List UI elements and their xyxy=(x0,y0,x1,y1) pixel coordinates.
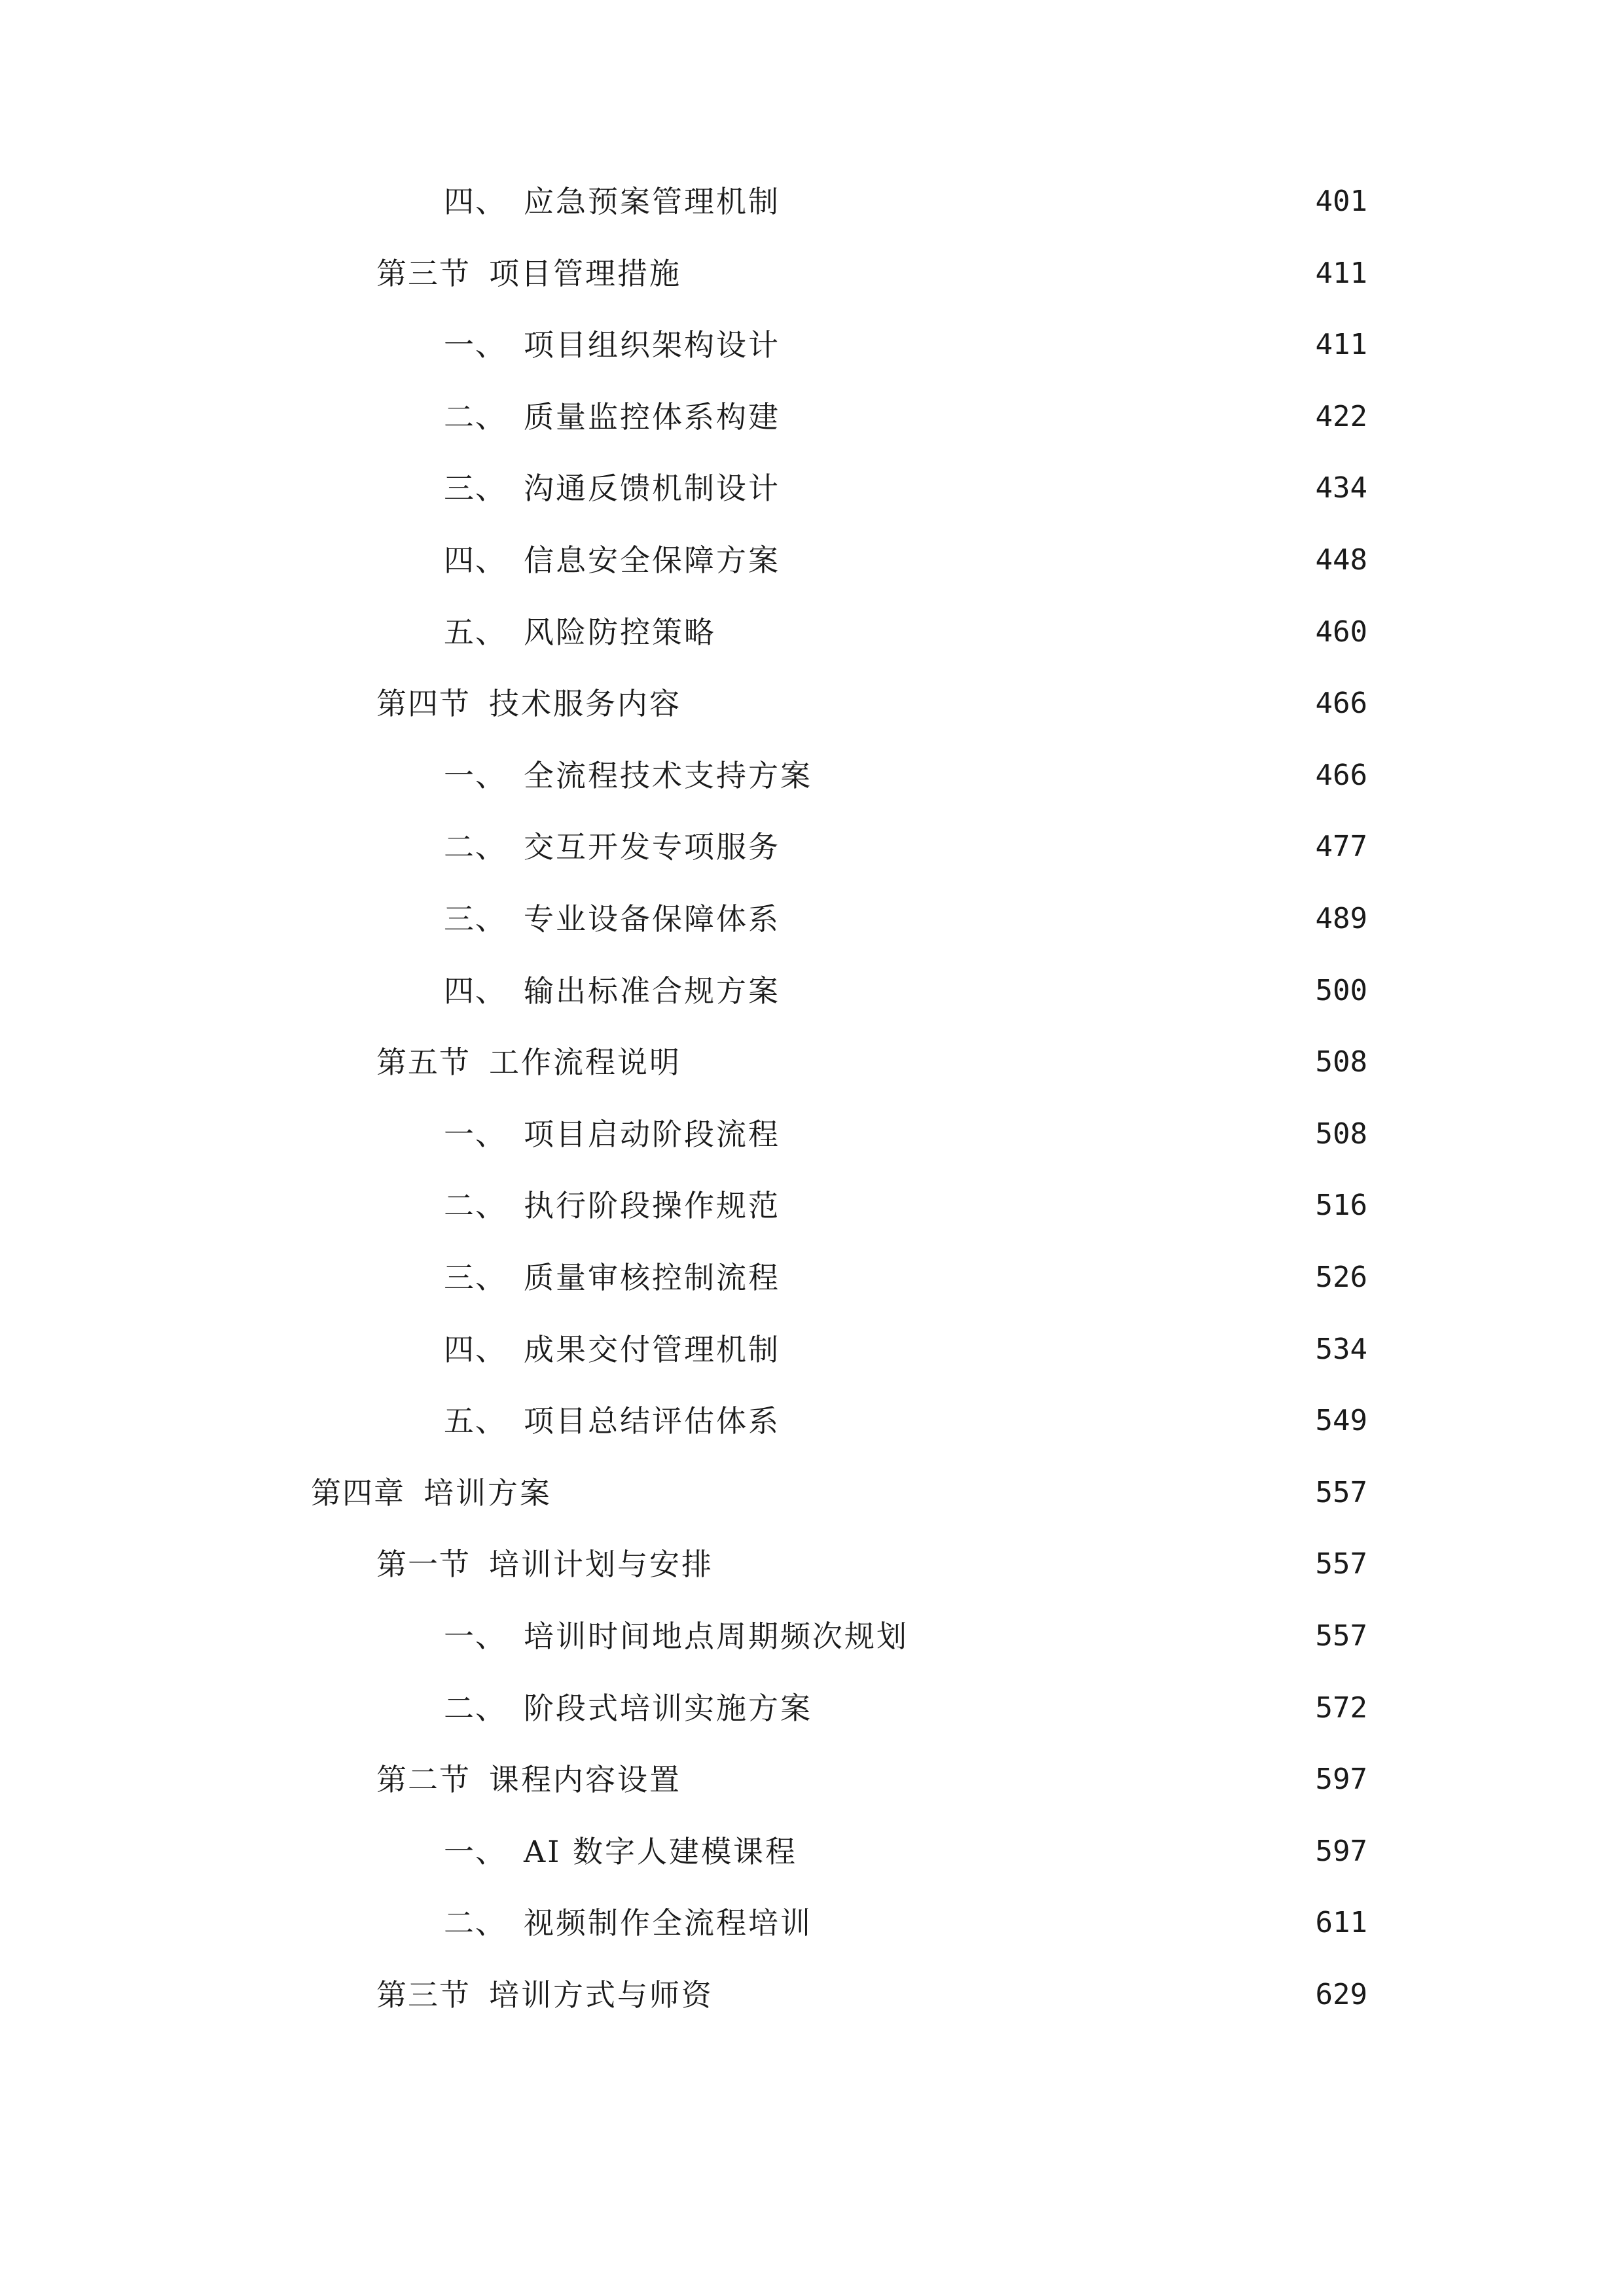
toc-entry[interactable] xyxy=(376,247,1367,300)
toc-entry[interactable] xyxy=(376,677,1367,730)
toc-entry-title: 项目启动阶段流程 xyxy=(524,1117,780,1152)
toc-entry-title: 项目管理措施 xyxy=(489,256,681,291)
toc-entry[interactable] xyxy=(376,1538,1367,1590)
dot-leader xyxy=(719,1538,1299,1590)
toc-entry-title: 质量审核控制流程 xyxy=(524,1260,780,1295)
toc-entry-number: 四、 xyxy=(444,973,507,1009)
toc-entry-title: 风险防控策略 xyxy=(524,615,716,650)
dot-leader xyxy=(818,1682,1299,1734)
toc-entry[interactable] xyxy=(444,1682,1367,1734)
dot-leader xyxy=(785,1323,1299,1376)
dot-leader xyxy=(785,534,1299,586)
toc-entry[interactable] xyxy=(444,1897,1367,1949)
dot-leader xyxy=(785,821,1299,873)
toc-entry-number: 三、 xyxy=(444,1260,507,1295)
dot-leader xyxy=(721,606,1299,658)
toc-entry-number: 二、 xyxy=(444,1188,507,1223)
toc-entry-title: 培训方式与师资 xyxy=(489,1977,713,2013)
dot-leader xyxy=(818,1897,1299,1949)
toc-entry-page-number: 557 xyxy=(1315,1547,1367,1581)
dot-leader xyxy=(719,1969,1299,2021)
toc-entry[interactable] xyxy=(444,1323,1367,1376)
toc-entry-page-number: 466 xyxy=(1315,687,1367,720)
toc-entry-title: 培训时间地点周期频次规划 xyxy=(524,1619,909,1654)
toc-entry-title: 全流程技术支持方案 xyxy=(524,758,812,793)
toc-entry-page-number: 572 xyxy=(1315,1691,1367,1725)
toc-entry-page-number: 500 xyxy=(1315,974,1367,1007)
toc-entry-page-number: 460 xyxy=(1315,615,1367,649)
toc-entry[interactable] xyxy=(376,1036,1367,1088)
toc-entry-title: 质量监控体系构建 xyxy=(524,399,780,435)
toc-entry[interactable] xyxy=(444,1108,1367,1160)
toc-entry-page-number: 597 xyxy=(1315,1835,1367,1868)
dot-leader xyxy=(687,677,1299,730)
dot-leader xyxy=(785,391,1299,443)
toc-entry-number: 第二节 xyxy=(376,1762,471,1797)
toc-entry-page-number: 557 xyxy=(1315,1476,1367,1509)
toc-entry[interactable] xyxy=(376,1753,1367,1806)
toc-entry-number: 四、 xyxy=(444,1332,507,1367)
dot-leader xyxy=(818,749,1299,802)
toc-entry-title: 培训计划与安排 xyxy=(489,1547,713,1582)
toc-entry-page-number: 611 xyxy=(1315,1906,1367,1939)
toc-entry-number: 三、 xyxy=(444,471,507,506)
toc-entry-number: 二、 xyxy=(444,1905,507,1941)
toc-entry-title: 项目组织架构设计 xyxy=(524,327,780,363)
toc-entry-page-number: 549 xyxy=(1315,1404,1367,1437)
toc-entry-title: 交互开发专项服务 xyxy=(524,829,780,865)
toc-entry-title: 专业设备保障体系 xyxy=(524,901,780,937)
toc-entry-number: 第一节 xyxy=(376,1547,471,1582)
toc-entry[interactable] xyxy=(444,1251,1367,1304)
toc-entry-number: 四、 xyxy=(444,184,507,219)
dot-leader xyxy=(785,462,1299,514)
toc-entry-title: 技术服务内容 xyxy=(489,686,681,721)
toc-entry[interactable] xyxy=(444,391,1367,443)
toc-entry-page-number: 557 xyxy=(1315,1619,1367,1653)
toc-entry-page-number: 422 xyxy=(1315,400,1367,433)
toc-entry-page-number: 434 xyxy=(1315,471,1367,505)
toc-entry[interactable] xyxy=(444,893,1367,945)
toc-entry[interactable] xyxy=(444,606,1367,658)
toc-entry[interactable] xyxy=(444,1395,1367,1447)
toc-entry-title: 成果交付管理机制 xyxy=(524,1332,780,1367)
toc-entry-number: 第四章 xyxy=(311,1475,405,1511)
toc-entry-number: 二、 xyxy=(444,829,507,865)
toc-entry-number: 一、 xyxy=(444,1834,507,1869)
toc-entry-page-number: 448 xyxy=(1315,543,1367,577)
toc-entry[interactable] xyxy=(311,1467,1367,1519)
toc-entry-number: 二、 xyxy=(444,1691,507,1726)
toc-entry-title: 沟通反馈机制设计 xyxy=(524,471,780,506)
toc-entry-page-number: 411 xyxy=(1315,328,1367,361)
toc-entry-number: 五、 xyxy=(444,1403,507,1439)
toc-entry-page-number: 516 xyxy=(1315,1189,1367,1222)
toc-entry-number: 第五节 xyxy=(376,1045,471,1080)
dot-leader xyxy=(557,1467,1299,1519)
toc-entry-title: 执行阶段操作规范 xyxy=(524,1188,780,1223)
dot-leader xyxy=(687,1753,1299,1806)
dot-leader xyxy=(785,319,1299,371)
dot-leader xyxy=(785,1179,1299,1232)
toc-entry-page-number: 466 xyxy=(1315,759,1367,792)
dot-leader xyxy=(785,1108,1299,1160)
toc-entry-page-number: 508 xyxy=(1315,1045,1367,1079)
toc-entry[interactable] xyxy=(444,1179,1367,1232)
toc-entry-number: 四、 xyxy=(444,543,507,578)
dot-leader xyxy=(785,965,1299,1017)
toc-entry-number: 一、 xyxy=(444,327,507,363)
toc-entry-number: 三、 xyxy=(444,901,507,937)
toc-entry-title: 项目总结评估体系 xyxy=(524,1403,780,1439)
toc-entry[interactable] xyxy=(444,175,1367,228)
dot-leader xyxy=(687,247,1299,300)
toc-entry-page-number: 526 xyxy=(1315,1261,1367,1294)
toc-entry-page-number: 629 xyxy=(1315,1978,1367,2011)
toc-entry[interactable] xyxy=(444,1610,1367,1662)
toc-entry-title: 输出标准合规方案 xyxy=(524,973,780,1009)
toc-entry[interactable] xyxy=(444,319,1367,371)
toc-entry-title: 应急预案管理机制 xyxy=(524,184,780,219)
toc-entry[interactable] xyxy=(444,965,1367,1017)
toc-entry-number: 一、 xyxy=(444,758,507,793)
toc-entry-number: 第三节 xyxy=(376,256,471,291)
toc-entry-number: 第四节 xyxy=(376,686,471,721)
toc-entry[interactable] xyxy=(444,462,1367,514)
toc-entry-page-number: 508 xyxy=(1315,1117,1367,1151)
toc-entry-page-number: 597 xyxy=(1315,1763,1367,1796)
toc-entry[interactable] xyxy=(444,821,1367,873)
toc-entry-title: 培训方案 xyxy=(424,1475,552,1511)
dot-leader xyxy=(803,1825,1299,1878)
toc-entry-page-number: 489 xyxy=(1315,902,1367,935)
toc-entry-title: 课程内容设置 xyxy=(489,1762,681,1797)
toc-entry[interactable] xyxy=(444,1825,1367,1878)
toc-entry-title: 工作流程说明 xyxy=(489,1045,681,1080)
toc-entry-number: 第三节 xyxy=(376,1977,471,2013)
dot-leader xyxy=(785,893,1299,945)
dot-leader xyxy=(687,1036,1299,1088)
toc-entry-number: 一、 xyxy=(444,1117,507,1152)
toc-entry[interactable] xyxy=(444,749,1367,802)
dot-leader xyxy=(785,1395,1299,1447)
toc-entry-title: 信息安全保障方案 xyxy=(524,543,780,578)
toc-entry-title: AI 数字人建模课程 xyxy=(524,1834,798,1869)
toc-entry[interactable] xyxy=(444,534,1367,586)
toc-entry-page-number: 401 xyxy=(1315,185,1367,218)
toc-entry-page-number: 411 xyxy=(1315,257,1367,290)
toc-entry[interactable] xyxy=(376,1969,1367,2021)
toc-entry-number: 二、 xyxy=(444,399,507,435)
dot-leader xyxy=(914,1610,1299,1662)
toc-entry-title: 视频制作全流程培训 xyxy=(524,1905,812,1941)
toc-entry-page-number: 477 xyxy=(1315,830,1367,863)
dot-leader xyxy=(785,1251,1299,1304)
toc-entry-title: 阶段式培训实施方案 xyxy=(524,1691,812,1726)
toc-entry-number: 一、 xyxy=(444,1619,507,1654)
dot-leader xyxy=(785,175,1299,228)
toc-entry-number: 五、 xyxy=(444,615,507,650)
toc-entry-page-number: 534 xyxy=(1315,1333,1367,1366)
